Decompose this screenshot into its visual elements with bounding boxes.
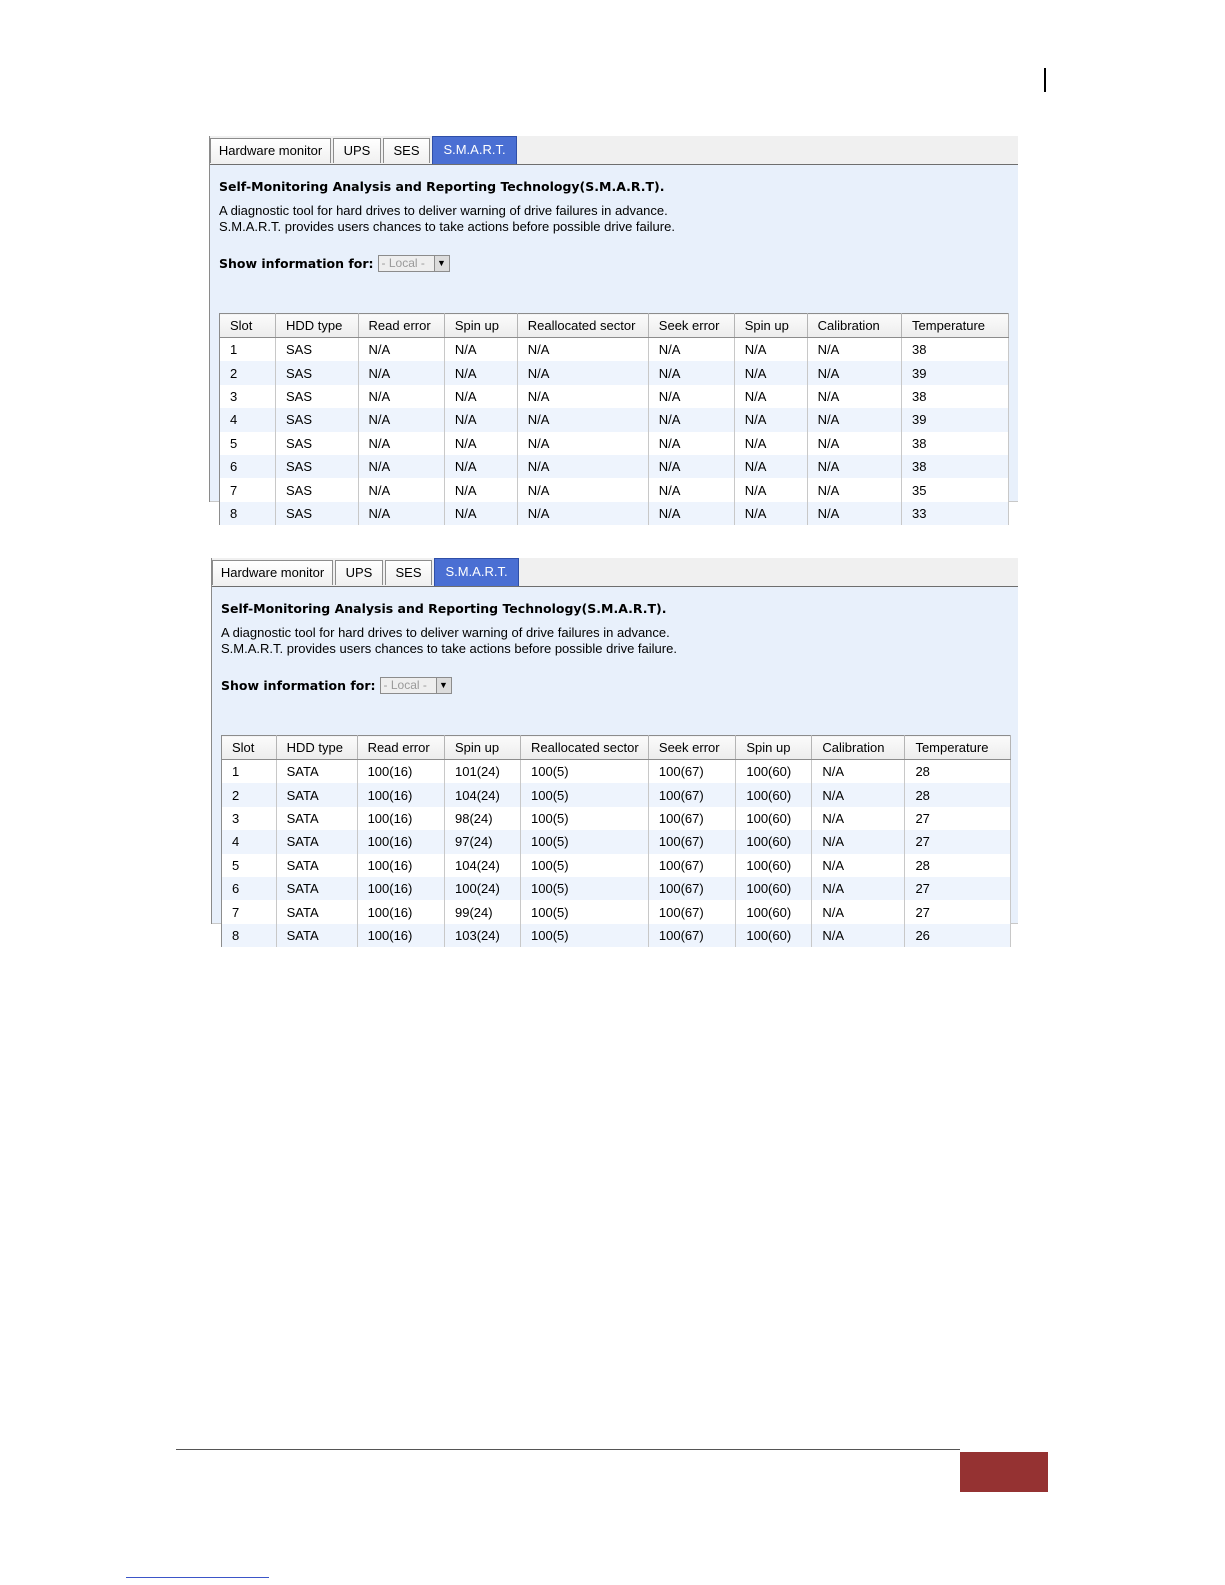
table-cell: 100(16) — [357, 783, 444, 806]
table-cell: 7 — [220, 478, 276, 501]
table-cell: N/A — [517, 432, 648, 455]
column-header: Calibration — [812, 736, 905, 760]
column-header: HDD type — [276, 314, 359, 338]
table-cell: N/A — [812, 924, 905, 947]
table-cell: 28 — [905, 760, 1011, 784]
table-cell: SAS — [276, 338, 359, 362]
table-cell: 101(24) — [445, 760, 521, 784]
show-info-row — [221, 675, 1018, 695]
table-cell: N/A — [734, 455, 807, 478]
table-cell: 6 — [222, 877, 277, 900]
table-cell: N/A — [807, 361, 901, 384]
tab-bar — [212, 558, 1018, 587]
table-cell: 28 — [905, 783, 1011, 806]
table-cell: 100(60) — [736, 807, 812, 830]
table-cell: SAS — [276, 432, 359, 455]
smart-panel-sata — [211, 558, 1018, 943]
page-title: Self-Monitoring Analysis and Reporting Technology(S.M.A.R.T). — [219, 179, 665, 194]
table-row[interactable] — [222, 783, 1011, 806]
table-cell: N/A — [444, 502, 517, 525]
tab-ses[interactable]: SES — [383, 138, 430, 163]
table-cell: N/A — [444, 385, 517, 408]
table-cell: N/A — [734, 361, 807, 384]
table-cell: 1 — [220, 338, 276, 362]
column-header: Seek error — [648, 314, 734, 338]
table-cell: 100(67) — [648, 924, 735, 947]
table-cell: N/A — [517, 361, 648, 384]
table-cell: N/A — [807, 432, 901, 455]
tab-hardware-monitor[interactable]: Hardware monitor — [212, 560, 333, 585]
table-cell: 100(5) — [521, 900, 649, 923]
table-cell: SAS — [276, 478, 359, 501]
table-cell: N/A — [807, 385, 901, 408]
column-header: Slot — [222, 736, 277, 760]
table-cell: SATA — [276, 760, 357, 784]
table-cell: 104(24) — [445, 854, 521, 877]
column-header: Read error — [358, 314, 444, 338]
column-header: Spin up — [736, 736, 812, 760]
table-row[interactable] — [222, 854, 1011, 877]
table-cell: N/A — [358, 502, 444, 525]
table-cell: 100(5) — [521, 924, 649, 947]
table-row[interactable] — [220, 338, 1009, 362]
table-cell: N/A — [517, 502, 648, 525]
table-cell: 99(24) — [445, 900, 521, 923]
description-line-1: A diagnostic tool for hard drives to deliver warning of drive failures in advance. — [221, 625, 670, 640]
show-info-label: Show information for: — [221, 677, 376, 693]
table-cell: 27 — [905, 807, 1011, 830]
description-line-2: S.M.A.R.T. provides users chances to take actions before possible drive failure. — [221, 641, 677, 656]
table-cell: 2 — [222, 783, 277, 806]
tab-smart[interactable]: S.M.A.R.T. — [434, 558, 519, 586]
table-cell: 39 — [902, 361, 1009, 384]
show-info-row — [219, 253, 1018, 273]
table-cell: SATA — [276, 877, 357, 900]
column-header: Spin up — [445, 736, 521, 760]
table-cell: 100(5) — [521, 783, 649, 806]
table-cell: 38 — [902, 338, 1009, 362]
location-select-value: - Local - — [381, 256, 425, 270]
table-cell: N/A — [648, 338, 734, 362]
table-cell: 8 — [222, 924, 277, 947]
table-row[interactable] — [222, 900, 1011, 923]
table-cell: 100(16) — [357, 900, 444, 923]
table-cell: N/A — [444, 455, 517, 478]
smart-table — [221, 735, 1011, 947]
table-cell: N/A — [517, 455, 648, 478]
table-cell: 97(24) — [445, 830, 521, 853]
table-cell: 100(60) — [736, 854, 812, 877]
table-cell: 1 — [222, 760, 277, 784]
table-row[interactable] — [220, 432, 1009, 455]
table-row[interactable] — [222, 877, 1011, 900]
table-cell: 3 — [220, 385, 276, 408]
table-cell: N/A — [517, 408, 648, 431]
footer-link-underline — [126, 1577, 269, 1578]
page-title: Self-Monitoring Analysis and Reporting Technology(S.M.A.R.T). — [221, 601, 667, 616]
table-cell: N/A — [648, 478, 734, 501]
table-cell: 38 — [902, 432, 1009, 455]
table-cell: N/A — [358, 455, 444, 478]
column-header: HDD type — [276, 736, 357, 760]
table-cell: N/A — [734, 385, 807, 408]
table-cell: 27 — [905, 900, 1011, 923]
table-cell: 38 — [902, 385, 1009, 408]
location-select-value: - Local - — [383, 678, 427, 692]
column-header: Spin up — [734, 314, 807, 338]
column-header: Seek error — [648, 736, 735, 760]
table-cell: 100(5) — [521, 807, 649, 830]
table-cell: 5 — [220, 432, 276, 455]
table-cell: SAS — [276, 361, 359, 384]
smart-table — [219, 313, 1009, 525]
table-cell: N/A — [734, 432, 807, 455]
table-cell: 100(16) — [357, 924, 444, 947]
table-cell: SATA — [276, 924, 357, 947]
smart-content — [212, 587, 1018, 943]
table-cell: N/A — [734, 478, 807, 501]
table-cell: 38 — [902, 455, 1009, 478]
table-cell: 33 — [902, 502, 1009, 525]
table-cell: 100(67) — [648, 830, 735, 853]
table-cell: 100(60) — [736, 877, 812, 900]
table-cell: N/A — [812, 830, 905, 853]
table-cell: SATA — [276, 854, 357, 877]
table-cell: N/A — [812, 783, 905, 806]
table-cell: N/A — [444, 408, 517, 431]
table-cell: 100(16) — [357, 760, 444, 784]
table-cell: 6 — [220, 455, 276, 478]
table-cell: 8 — [220, 502, 276, 525]
table-cell: 27 — [905, 830, 1011, 853]
chevron-down-icon[interactable]: ▼ — [434, 256, 449, 271]
table-cell: N/A — [358, 478, 444, 501]
page-number-box — [960, 1452, 1048, 1492]
table-row[interactable] — [222, 830, 1011, 853]
table-cell: 104(24) — [445, 783, 521, 806]
table-cell: 26 — [905, 924, 1011, 947]
description-line-2: S.M.A.R.T. provides users chances to take actions before possible drive failure. — [219, 219, 675, 234]
table-cell: 35 — [902, 478, 1009, 501]
table-cell: N/A — [734, 338, 807, 362]
table-row[interactable] — [220, 455, 1009, 478]
table-cell: SAS — [276, 455, 359, 478]
tab-bar — [210, 136, 1018, 165]
table-cell: 100(67) — [648, 877, 735, 900]
table-cell: N/A — [358, 361, 444, 384]
table-cell: N/A — [358, 408, 444, 431]
table-cell: 4 — [220, 408, 276, 431]
table-cell: N/A — [444, 338, 517, 362]
table-cell: N/A — [807, 338, 901, 362]
table-cell: N/A — [648, 361, 734, 384]
table-cell: 100(5) — [521, 830, 649, 853]
table-cell: 103(24) — [445, 924, 521, 947]
table-header-row — [220, 314, 1009, 338]
column-header: Temperature — [902, 314, 1009, 338]
smart-content — [210, 165, 1018, 521]
table-cell: 4 — [222, 830, 277, 853]
column-header: Spin up — [444, 314, 517, 338]
table-cell: 39 — [902, 408, 1009, 431]
chevron-down-icon[interactable]: ▼ — [436, 678, 451, 693]
tab-ups[interactable]: UPS — [333, 138, 381, 163]
table-cell: 100(5) — [521, 854, 649, 877]
table-cell: 100(67) — [648, 760, 735, 784]
table-row[interactable] — [222, 807, 1011, 830]
table-cell: SAS — [276, 502, 359, 525]
table-cell: 100(16) — [357, 877, 444, 900]
table-cell: N/A — [807, 478, 901, 501]
table-cell: SAS — [276, 408, 359, 431]
table-row[interactable] — [220, 361, 1009, 384]
column-header: Calibration — [807, 314, 901, 338]
tab-smart[interactable]: S.M.A.R.T. — [432, 136, 517, 164]
column-header: Reallocated sector — [521, 736, 649, 760]
table-cell: SATA — [276, 783, 357, 806]
table-cell: N/A — [734, 408, 807, 431]
table-row[interactable] — [222, 760, 1011, 784]
table-cell: 100(60) — [736, 760, 812, 784]
table-cell: N/A — [648, 455, 734, 478]
table-cell: 2 — [220, 361, 276, 384]
table-cell: N/A — [517, 385, 648, 408]
table-cell: N/A — [807, 502, 901, 525]
table-cell: N/A — [648, 385, 734, 408]
location-select[interactable] — [380, 677, 452, 694]
column-header: Temperature — [905, 736, 1011, 760]
table-cell: N/A — [807, 408, 901, 431]
table-cell: SATA — [276, 900, 357, 923]
table-cell: N/A — [812, 877, 905, 900]
table-cell: N/A — [444, 478, 517, 501]
table-cell: 100(16) — [357, 830, 444, 853]
table-cell: N/A — [517, 478, 648, 501]
table-cell: N/A — [444, 361, 517, 384]
table-cell: 3 — [222, 807, 277, 830]
table-cell: N/A — [812, 900, 905, 923]
table-cell: N/A — [358, 385, 444, 408]
table-cell: 100(24) — [445, 877, 521, 900]
table-cell: 98(24) — [445, 807, 521, 830]
table-cell: N/A — [444, 432, 517, 455]
table-cell: N/A — [648, 408, 734, 431]
table-cell: 100(67) — [648, 900, 735, 923]
table-cell: 100(60) — [736, 830, 812, 853]
location-select[interactable] — [378, 255, 450, 272]
table-cell: SATA — [276, 830, 357, 853]
table-cell: N/A — [358, 432, 444, 455]
table-cell: 5 — [222, 854, 277, 877]
table-cell: 100(67) — [648, 807, 735, 830]
table-cell: 100(5) — [521, 877, 649, 900]
table-cell: N/A — [358, 338, 444, 362]
table-cell: N/A — [517, 338, 648, 362]
table-cell: 27 — [905, 877, 1011, 900]
tab-ses[interactable]: SES — [385, 560, 432, 585]
table-cell: N/A — [807, 455, 901, 478]
table-cell: 100(60) — [736, 783, 812, 806]
header-marker — [1044, 68, 1046, 92]
column-header: Read error — [357, 736, 444, 760]
table-cell: N/A — [648, 502, 734, 525]
table-cell: 100(16) — [357, 807, 444, 830]
column-header: Reallocated sector — [517, 314, 648, 338]
table-cell: N/A — [734, 502, 807, 525]
table-cell: 28 — [905, 854, 1011, 877]
table-cell: 100(5) — [521, 760, 649, 784]
description-line-1: A diagnostic tool for hard drives to deliver warning of drive failures in advance. — [219, 203, 668, 218]
table-cell: 7 — [222, 900, 277, 923]
table-cell: 100(67) — [648, 854, 735, 877]
table-row[interactable] — [220, 385, 1009, 408]
table-row[interactable] — [220, 502, 1009, 525]
table-cell: N/A — [812, 807, 905, 830]
table-row[interactable] — [220, 478, 1009, 501]
table-header-row — [222, 736, 1011, 760]
table-row[interactable] — [220, 408, 1009, 431]
table-cell: SAS — [276, 385, 359, 408]
table-cell: N/A — [648, 432, 734, 455]
smart-panel-sas — [209, 136, 1018, 521]
table-cell: 100(67) — [648, 783, 735, 806]
table-cell: N/A — [812, 854, 905, 877]
table-row[interactable] — [222, 924, 1011, 947]
column-header: Slot — [220, 314, 276, 338]
table-cell: 100(60) — [736, 924, 812, 947]
show-info-label: Show information for: — [219, 255, 374, 271]
table-cell: SATA — [276, 807, 357, 830]
tab-hardware-monitor[interactable]: Hardware monitor — [210, 138, 331, 163]
tab-ups[interactable]: UPS — [335, 560, 383, 585]
table-cell: N/A — [812, 760, 905, 784]
table-cell: 100(16) — [357, 854, 444, 877]
table-cell: 100(60) — [736, 900, 812, 923]
footer-divider — [176, 1449, 960, 1450]
